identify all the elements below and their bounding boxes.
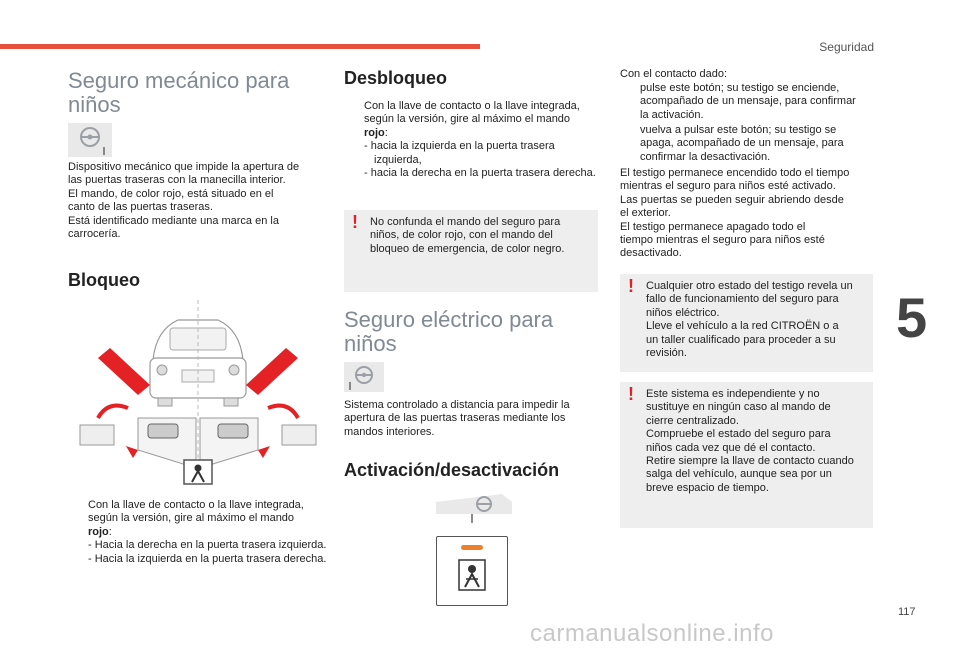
warning-note-confusion — [344, 210, 598, 292]
desbloqueo-instructions — [344, 100, 604, 180]
mechanical-lock-description: Dispositivo mecánico que impide la apertura de las puertas traseras con la manecilla interior. El mando, de color rojo, está situado en el canto de las puertas traseras. Está identificado mediante una marca en la carrocería. — [68, 161, 300, 241]
bloqueo-text: Con la llave de contacto o la llave integrada, según la versión, gire al máximo el mando — [88, 499, 304, 525]
activation-step — [620, 82, 880, 122]
header-accent-bar — [0, 44, 480, 49]
bloqueo-step-2: - Hacia la izquierda en la puerta trasera derecha. — [88, 552, 327, 565]
chapter-number: 5 — [896, 286, 928, 349]
child-lock-icon — [458, 559, 486, 591]
bloqueo-step-1: - Hacia la derecha en la puerta trasera izquierda. — [88, 539, 327, 552]
child-lock-icon — [184, 460, 212, 484]
column3-intro: Con el contacto dado: — [620, 68, 728, 80]
indicator-description: El testigo permanece encendido todo el tiempo mientras el seguro para niños esté activado. Las puertas se pueden seguir abriendo desde el exterior. El testigo permanece apagado todo el tiempo mientras el seguro para niños esté desactivado. — [620, 167, 850, 260]
rotation-arrow-icon — [98, 406, 128, 418]
note-text: Cualquier otro estado del testigo revela un fallo de funcionamiento del seguro para niños eléctrico. Lleve el vehículo a la red CITROËN o a un taller cualificado para proceder a su revisión. — [646, 280, 853, 360]
watermark: carmanualsonline.info — [530, 620, 774, 647]
section-name: Seguridad — [819, 40, 874, 54]
rojo-label: rojo — [88, 525, 109, 538]
bloqueo-heading: Bloqueo — [68, 270, 140, 290]
dashboard-icon — [436, 494, 512, 524]
child-lock-button[interactable] — [436, 536, 508, 606]
mechanical-lock-title: Seguro mecánico para niños — [68, 68, 290, 117]
desbloqueo-text: Con la llave de contacto o la llave integrada, según la versión, gire al máximo el mando — [364, 100, 580, 126]
activacion-heading: Activación/desactivación — [344, 460, 560, 480]
bloqueo-instructions — [68, 499, 338, 566]
activation-text: pulse este botón; su testigo se enciende, acompañado de un mensaje, para confirmar la activación. — [640, 82, 856, 121]
deactivation-step — [620, 124, 880, 164]
steering-wheel-icon — [344, 362, 384, 392]
note-text: No confunda el mando del seguro para niños, de color rojo, con el mando del bloqueo de emergencia, de color negro. — [370, 216, 565, 255]
desbloqueo-step-1: - hacia la izquierda en la puerta trasera izquierda, — [364, 140, 555, 166]
colon: : — [384, 126, 388, 139]
warning-note-malfunction — [620, 274, 873, 372]
warning-icon: ! — [628, 276, 634, 296]
warning-icon: ! — [352, 212, 358, 232]
page-number: 117 — [898, 606, 916, 618]
rojo-label: rojo — [364, 126, 385, 139]
deactivation-text: vuelva a pulsar este botón; su testigo se apaga, acompañado de un mensaje, para confirmar la desactivación. — [640, 124, 844, 163]
warning-note-independent — [620, 382, 873, 528]
desbloqueo-step-2: - hacia la derecha en la puerta trasera derecha. — [364, 167, 596, 180]
warning-icon: ! — [628, 384, 634, 404]
electric-lock-title: Seguro eléctrico para niños — [344, 307, 554, 356]
note-text: Este sistema es independiente y no sustituye en ningún caso al mando de cierre centralizado. Compruebe el estado del seguro para niños cada vez que dé el contacto. Retire siempre la llave de contacto cuando salga del vehículo, aunque sea por un breve espacio de tiempo. — [646, 388, 854, 494]
electric-lock-description: Sistema controlado a distancia para impedir la apertura de las puertas traseras mediante los mandos interiores. — [344, 399, 570, 438]
desbloqueo-heading: Desbloqueo — [344, 68, 448, 88]
colon: : — [108, 525, 112, 538]
steering-wheel-icon — [68, 123, 112, 157]
indicator-light — [461, 545, 483, 550]
child-lock-illustration — [78, 300, 318, 485]
